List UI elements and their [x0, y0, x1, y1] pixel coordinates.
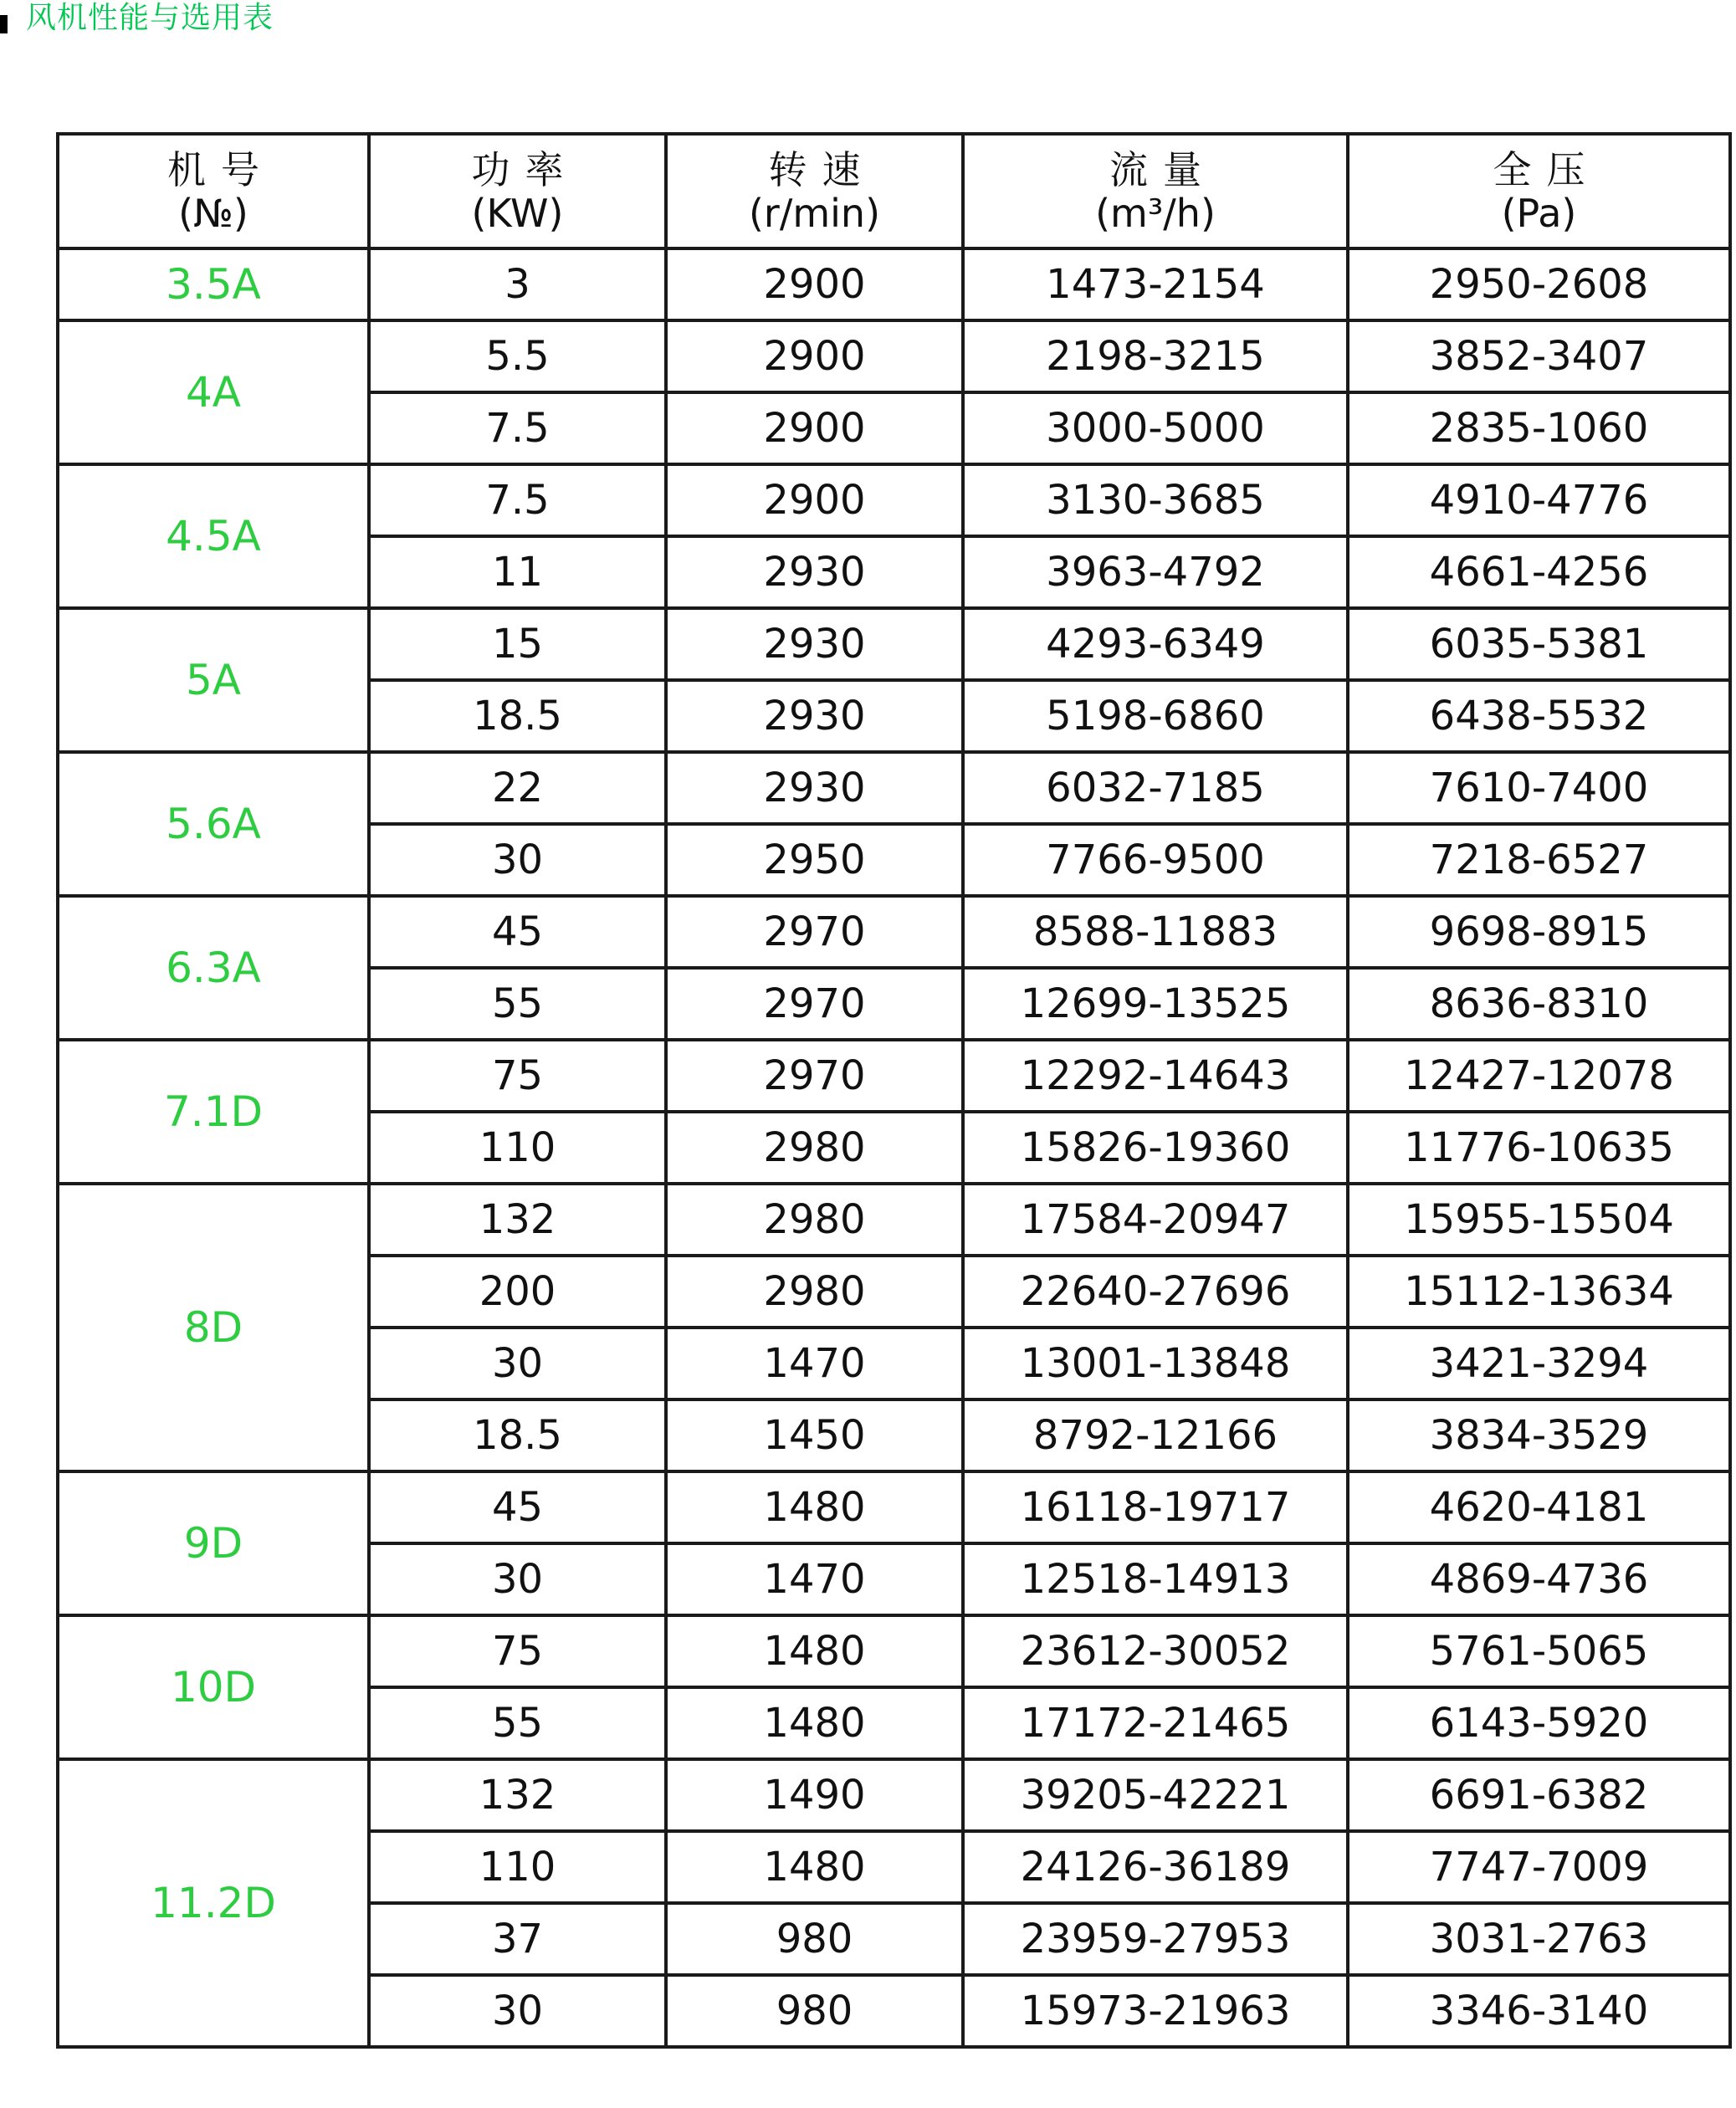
table-body [58, 248, 1730, 2047]
cell-pressure: 12427-12078 [1348, 1040, 1730, 1112]
header-flow [963, 134, 1348, 248]
cell-speed: 2970 [666, 968, 963, 1040]
cell-speed: 1470 [666, 1543, 963, 1615]
cell-pressure: 6035-5381 [1348, 608, 1730, 680]
cell-pressure: 5761-5065 [1348, 1615, 1730, 1687]
cell-power: 30 [369, 1975, 666, 2047]
cell-power: 55 [369, 968, 666, 1040]
cell-pressure: 7747-7009 [1348, 1831, 1730, 1903]
header-power-unit: (KW) [471, 190, 564, 236]
cell-speed: 2970 [666, 896, 963, 968]
cell-speed: 1480 [666, 1687, 963, 1759]
cell-flow: 17172-21465 [963, 1687, 1348, 1759]
cell-speed: 2900 [666, 464, 963, 536]
cell-power: 110 [369, 1831, 666, 1903]
fan-performance-table [56, 132, 1732, 2049]
cell-pressure: 15955-15504 [1348, 1184, 1730, 1256]
cell-power: 15 [369, 608, 666, 680]
cell-pressure: 11776-10635 [1348, 1112, 1730, 1184]
table-row [58, 1759, 1730, 1831]
table-row [58, 1040, 1730, 1112]
table-row [58, 248, 1730, 320]
cell-model: 5.6A [58, 752, 369, 896]
cell-pressure: 6691-6382 [1348, 1759, 1730, 1831]
cell-power: 110 [369, 1112, 666, 1184]
header-speed-unit: (r/min) [748, 190, 881, 236]
cell-power: 11 [369, 536, 666, 608]
cell-flow: 15973-21963 [963, 1975, 1348, 2047]
cell-pressure: 2950-2608 [1348, 248, 1730, 320]
cell-pressure: 4910-4776 [1348, 464, 1730, 536]
header-speed-label: 转速 [768, 146, 876, 192]
cell-flow: 1473-2154 [963, 248, 1348, 320]
cell-speed: 2900 [666, 320, 963, 392]
table-row [58, 1184, 1730, 1256]
cell-speed: 1480 [666, 1615, 963, 1687]
title-marker-icon [0, 15, 8, 33]
cell-flow: 5198-6860 [963, 680, 1348, 752]
header-speed [666, 134, 963, 248]
cell-flow: 6032-7185 [963, 752, 1348, 824]
table-row [58, 464, 1730, 536]
header-flow-unit: (m³/h) [1095, 190, 1216, 236]
cell-flow: 15826-19360 [963, 1112, 1348, 1184]
cell-speed: 980 [666, 1903, 963, 1975]
cell-flow: 16118-19717 [963, 1471, 1348, 1543]
cell-model: 4A [58, 320, 369, 464]
cell-flow: 3130-3685 [963, 464, 1348, 536]
cell-flow: 8588-11883 [963, 896, 1348, 968]
cell-flow: 3963-4792 [963, 536, 1348, 608]
cell-pressure: 3031-2763 [1348, 1903, 1730, 1975]
cell-flow: 4293-6349 [963, 608, 1348, 680]
cell-model: 10D [58, 1615, 369, 1759]
cell-speed: 2980 [666, 1112, 963, 1184]
cell-pressure: 4869-4736 [1348, 1543, 1730, 1615]
cell-power: 22 [369, 752, 666, 824]
cell-pressure: 7610-7400 [1348, 752, 1730, 824]
cell-pressure: 3852-3407 [1348, 320, 1730, 392]
page-title: 风机性能与选用表 [26, 1, 274, 35]
cell-power: 200 [369, 1256, 666, 1328]
table-row [58, 320, 1730, 392]
cell-model: 4.5A [58, 464, 369, 608]
cell-flow: 23959-27953 [963, 1903, 1348, 1975]
header-pressure-unit: (Pa) [1501, 190, 1577, 236]
table-row [58, 1615, 1730, 1687]
cell-speed: 2930 [666, 608, 963, 680]
cell-power: 5.5 [369, 320, 666, 392]
header-power [369, 134, 666, 248]
cell-power: 3 [369, 248, 666, 320]
table-row [58, 896, 1730, 968]
table-row [58, 608, 1730, 680]
cell-speed: 1490 [666, 1759, 963, 1831]
cell-speed: 1480 [666, 1471, 963, 1543]
cell-pressure: 4661-4256 [1348, 536, 1730, 608]
cell-flow: 23612-30052 [963, 1615, 1348, 1687]
cell-flow: 8792-12166 [963, 1399, 1348, 1471]
cell-speed: 2930 [666, 752, 963, 824]
header-power-label: 功率 [471, 146, 579, 192]
cell-speed: 2950 [666, 824, 963, 896]
cell-pressure: 6143-5920 [1348, 1687, 1730, 1759]
cell-pressure: 7218-6527 [1348, 824, 1730, 896]
cell-power: 30 [369, 1543, 666, 1615]
cell-speed: 980 [666, 1975, 963, 2047]
cell-flow: 12699-13525 [963, 968, 1348, 1040]
cell-power: 75 [369, 1615, 666, 1687]
cell-pressure: 9698-8915 [1348, 896, 1730, 968]
cell-flow: 12518-14913 [963, 1543, 1348, 1615]
cell-power: 132 [369, 1184, 666, 1256]
cell-flow: 24126-36189 [963, 1831, 1348, 1903]
cell-model: 5A [58, 608, 369, 752]
cell-pressure: 2835-1060 [1348, 392, 1730, 464]
cell-model: 6.3A [58, 896, 369, 1040]
cell-pressure: 3834-3529 [1348, 1399, 1730, 1471]
cell-speed: 1480 [666, 1831, 963, 1903]
cell-model: 7.1D [58, 1040, 369, 1184]
cell-pressure: 8636-8310 [1348, 968, 1730, 1040]
header-model [58, 134, 369, 248]
cell-flow: 2198-3215 [963, 320, 1348, 392]
cell-speed: 2930 [666, 680, 963, 752]
cell-power: 75 [369, 1040, 666, 1112]
section-header [0, 0, 274, 37]
cell-model: 3.5A [58, 248, 369, 320]
table-row [58, 752, 1730, 824]
cell-power: 45 [369, 1471, 666, 1543]
cell-power: 55 [369, 1687, 666, 1759]
cell-power: 132 [369, 1759, 666, 1831]
cell-speed: 1470 [666, 1328, 963, 1399]
cell-power: 7.5 [369, 464, 666, 536]
cell-model: 8D [58, 1184, 369, 1471]
cell-flow: 39205-42221 [963, 1759, 1348, 1831]
cell-pressure: 15112-13634 [1348, 1256, 1730, 1328]
cell-power: 18.5 [369, 1399, 666, 1471]
header-model-label: 机号 [167, 146, 274, 192]
cell-flow: 3000-5000 [963, 392, 1348, 464]
cell-power: 30 [369, 824, 666, 896]
cell-flow: 17584-20947 [963, 1184, 1348, 1256]
cell-speed: 2930 [666, 536, 963, 608]
cell-power: 30 [369, 1328, 666, 1399]
cell-flow: 12292-14643 [963, 1040, 1348, 1112]
cell-pressure: 3421-3294 [1348, 1328, 1730, 1399]
table-header-row [58, 134, 1730, 248]
header-flow-label: 流量 [1109, 146, 1216, 192]
cell-speed: 2900 [666, 248, 963, 320]
cell-speed: 1450 [666, 1399, 963, 1471]
table-row [58, 1471, 1730, 1543]
cell-model: 9D [58, 1471, 369, 1615]
cell-pressure: 3346-3140 [1348, 1975, 1730, 2047]
cell-flow: 13001-13848 [963, 1328, 1348, 1399]
cell-model: 11.2D [58, 1759, 369, 2047]
cell-flow: 22640-27696 [963, 1256, 1348, 1328]
cell-power: 18.5 [369, 680, 666, 752]
cell-power: 37 [369, 1903, 666, 1975]
cell-speed: 2980 [666, 1256, 963, 1328]
cell-flow: 7766-9500 [963, 824, 1348, 896]
cell-power: 7.5 [369, 392, 666, 464]
cell-speed: 2970 [666, 1040, 963, 1112]
cell-speed: 2980 [666, 1184, 963, 1256]
cell-power: 45 [369, 896, 666, 968]
header-pressure-label: 全压 [1493, 146, 1600, 192]
cell-pressure: 4620-4181 [1348, 1471, 1730, 1543]
header-model-unit: (№) [178, 190, 248, 236]
header-pressure [1348, 134, 1730, 248]
cell-speed: 2900 [666, 392, 963, 464]
cell-pressure: 6438-5532 [1348, 680, 1730, 752]
